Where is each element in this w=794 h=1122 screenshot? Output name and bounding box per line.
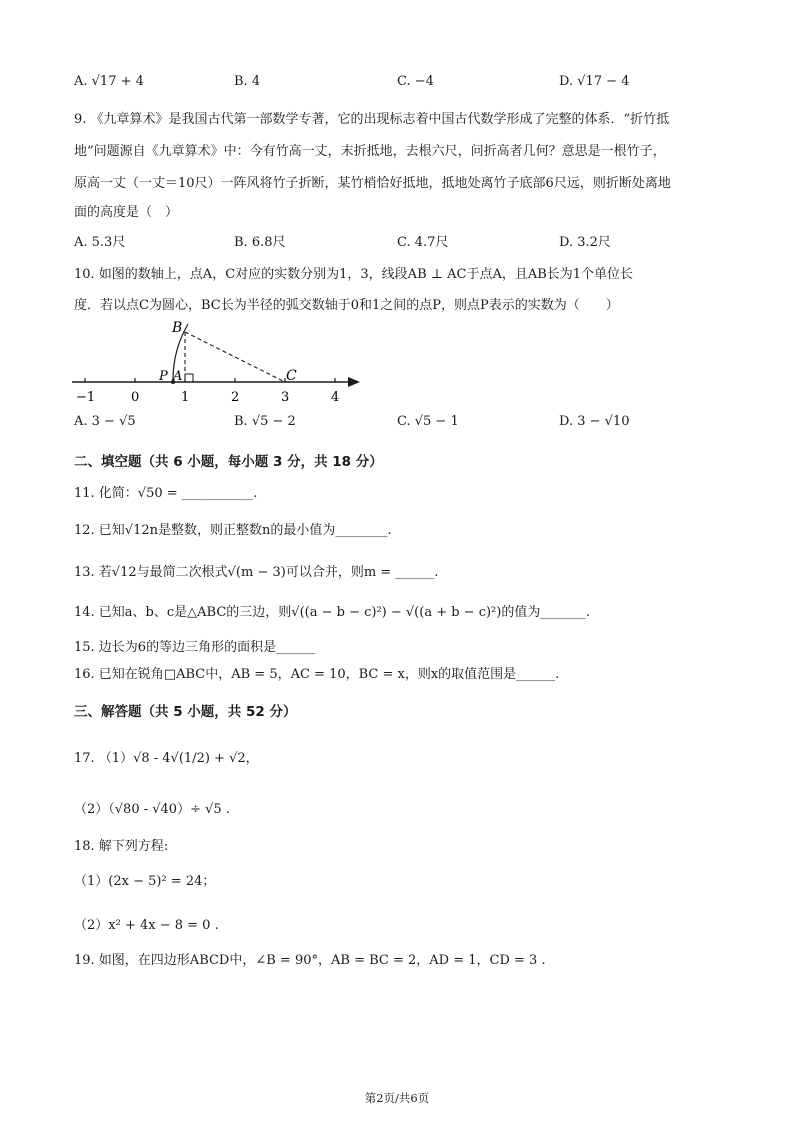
q10-line-2: 度．若以点C为圆心，BC长为半径的弧交数轴于0和1之间的点P，则点P表示的实数为（ ）	[74, 298, 619, 313]
number-line-arrow	[348, 377, 360, 387]
tick-label-minus1: −1	[76, 390, 96, 405]
q17-part-2: （2）（√80 - √40）÷ √5 .	[74, 802, 230, 817]
q9-option-c: C. 4.7尺	[397, 235, 449, 250]
q8-option-a: A. √17 + 4	[74, 74, 144, 89]
q16-text: 16. 已知在锐角□ABC中，AB = 5，AC = 10，BC = x，则x的取值范围是______.	[74, 667, 560, 682]
section-3-title: 三、解答题（共 5 小题，共 52 分）	[74, 704, 297, 720]
q10-option-c: C. √5 − 1	[397, 414, 459, 429]
q9-line-3: 原高一丈（一丈＝10尺）一阵风将竹子折断，某竹梢恰好抵地，抵地处离竹子底部6尺远，则折断处离地	[74, 176, 671, 191]
q9-line-2: 地”问题源自《九章算术》中：今有竹高一丈，末折抵地，去根六尺，问折高者几何？意思是一根竹子，	[74, 144, 666, 159]
label-c: C	[286, 368, 297, 384]
q8-option-b: B. 4	[234, 74, 261, 89]
q13-text: 13. 若√12与最简二次根式√(m − 3)可以合并，则m = ______.	[74, 565, 439, 580]
right-angle-mark	[185, 374, 193, 382]
q10-number-line-figure	[60, 318, 380, 408]
q19-text: 19. 如图，在四边形ABCD中，∠B = 90°，AB = BC = 2，AD = 1，CD = 3 .	[74, 953, 546, 968]
q9-option-d: D. 3.2尺	[559, 235, 611, 250]
label-p: P	[159, 369, 168, 384]
tick-label-2: 2	[231, 390, 240, 405]
tick-label-3: 3	[281, 390, 290, 405]
q8-option-c: C. −4	[397, 74, 434, 89]
q9-option-b: B. 6.8尺	[234, 235, 286, 250]
tick-label-4: 4	[331, 390, 340, 405]
tick-label-1: 1	[181, 390, 190, 405]
q11-text: 11. 化简：√50 = ___________.	[74, 486, 258, 501]
q12-text: 12. 已知√12n是整数，则正整数n的最小值为________.	[74, 523, 392, 538]
q14-text: 14. 已知a、b、c是△ABC的三边，则√((a − b − c)²) − √((a + b − c)²)的值为_______.	[74, 605, 590, 620]
q10-option-d: D. 3 − √10	[559, 414, 630, 429]
q15-text: 15. 边长为6的等边三角形的面积是______	[74, 640, 316, 655]
q10-option-b: B. √5 − 2	[234, 414, 296, 429]
section-2-title: 二、填空题（共 6 小题，每小题 3 分，共 18 分）	[74, 454, 383, 470]
label-b: B	[172, 320, 183, 336]
q10-option-a: A. 3 − √5	[74, 414, 136, 429]
q17-part-1: 17. （1）√8 - 4√(1/2) + √2，	[74, 751, 259, 766]
q8-option-d: D. √17 − 4	[559, 74, 630, 89]
q18-part-1: （1）(2x − 5)² = 24；	[74, 874, 216, 889]
q9-line-4: 面的高度是（ ）	[74, 205, 179, 220]
tick-label-0: 0	[131, 390, 140, 405]
label-a: A	[173, 369, 183, 384]
segment-bc	[185, 332, 285, 382]
q10-line-1: 10. 如图的数轴上，点A，C对应的实数分别为1，3，线段AB ⊥ AC于点A，且AB长为1个单位长	[74, 267, 634, 282]
q9-line-1: 9. 《九章算术》是我国古代第一部数学专著，它的出现标志着中国古代数学形成了完整的体系．“折竹抵	[74, 112, 670, 127]
q9-option-a: A. 5.3尺	[74, 235, 126, 250]
q18-text: 18. 解下列方程:	[74, 839, 169, 854]
q18-part-2: （2）x² + 4x − 8 = 0 .	[74, 918, 219, 933]
page-footer: 第2页/共6页	[364, 1091, 430, 1105]
